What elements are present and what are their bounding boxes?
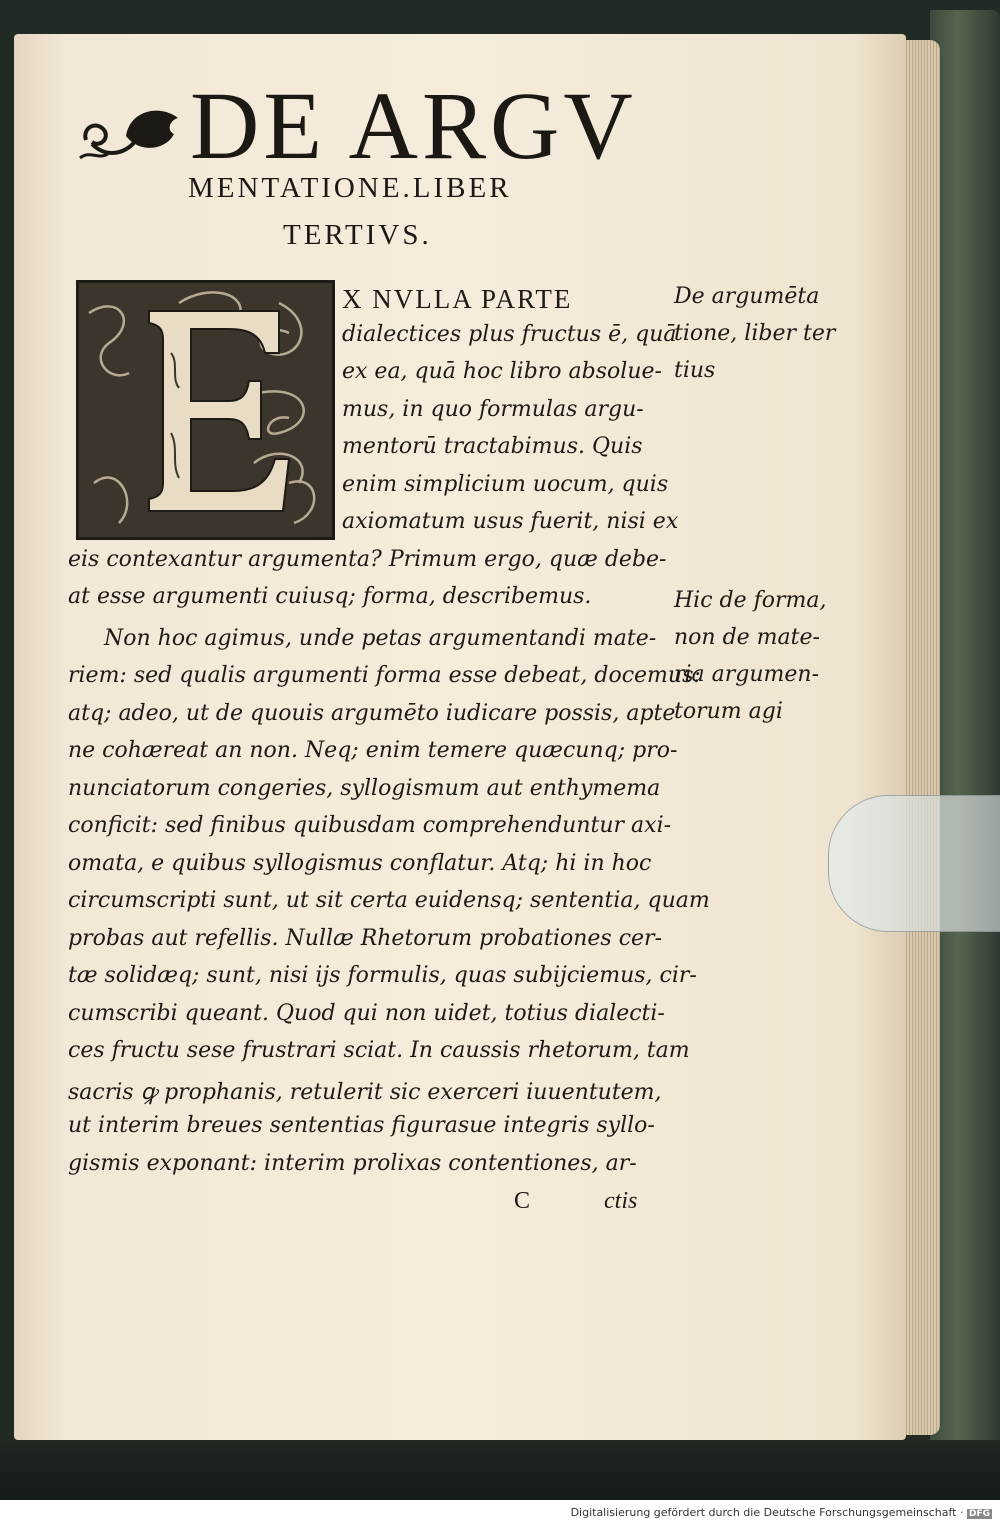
body-line: circumscripti sunt, ut sit certa euidensq; sententia, quam — [68, 888, 710, 913]
catchword: ctis — [604, 1188, 638, 1214]
body-line: probas aut refellis. Nullæ Rhetorum probationes cer- — [68, 925, 662, 951]
body-line: cumscribi queant. Quod qui non uidet, totius dialecti- — [68, 1000, 665, 1026]
footer-credit — [571, 1506, 992, 1519]
signature-mark: C — [514, 1188, 531, 1214]
body-line: axiomatum usus fuerit, nisi ex — [342, 509, 679, 534]
body-line: ex ea, quā hoc libro absolue- — [342, 359, 662, 384]
book-page — [14, 34, 906, 1440]
body-line: omata, e quibus syllogismus conflatur. Atq; hi in hoc — [68, 850, 652, 876]
body-line: conficit: sed finibus quibusdam comprehenduntur axi- — [68, 813, 672, 838]
body-line: sacris ꝙ prophanis, retulerit sic exerceri iuuentutem, — [68, 1079, 662, 1105]
body-line: X NVLLA PARTE — [342, 284, 573, 314]
body-line: nunciatorum congeries, syllogismum aut enthymema — [68, 775, 661, 801]
footer-text: Digitalisierung gefördert durch die Deutsche Forschungsgemeinschaft · — [570, 1506, 964, 1519]
body-line: ces fructu sese frustrari sciat. In caussis rhetorum, tam — [68, 1038, 690, 1063]
margin-note-line: torum agi — [674, 699, 783, 724]
fleuron-ornament-icon — [78, 100, 186, 166]
margin-note-line: tius — [674, 358, 716, 383]
body-line: atq; adeo, ut de quouis argumēto iudicare possis, apte — [68, 700, 676, 726]
body-line: ut interim breues sententias figurasue integris syllo- — [68, 1113, 655, 1138]
margin-note-line: De argumēta — [674, 284, 820, 309]
body-line: riem: sed qualis argumenti forma esse debeat, docemus: — [68, 663, 701, 688]
body-line: at esse argumenti cuiusq; forma, describemus. — [68, 584, 592, 609]
book-cover-edge — [930, 10, 1000, 1470]
body-line: eis contexantur argumenta? Primum ergo, quæ debe- — [68, 546, 667, 572]
title-main: DE ARGV — [190, 72, 637, 179]
margin-note-line: Hic de forma, — [674, 588, 827, 613]
initial-e-ornament — [79, 283, 332, 537]
body-line: gismis exponant: interim prolixas contentiones, ar- — [68, 1150, 637, 1176]
body-line: tæ solidæq; sunt, nisi ijs formulis, quas subijciemus, cir- — [68, 963, 697, 988]
margin-note-2 — [674, 588, 827, 736]
margin-note-line: ria argumen- — [674, 662, 820, 687]
title-subline: MENTATIONE.LIBER — [188, 172, 512, 204]
body-line: ne cohæreat an non. Neq; enim temere quæcunq; pro- — [68, 738, 678, 763]
chapter-heading — [78, 72, 698, 179]
body-line: dialectices plus fructus ē, quā — [342, 321, 677, 347]
margin-note-line: non de mate- — [674, 625, 820, 650]
page-marker-tab — [828, 795, 1000, 932]
margin-note-line: tione, liber ter — [674, 321, 836, 346]
dfg-logo-icon: DFG — [968, 1509, 990, 1519]
body-line: enim simplicium uocum, quis — [342, 471, 669, 497]
body-line: mentorū tractabimus. Quis — [342, 434, 643, 459]
book-cover-bottom — [0, 1440, 1000, 1500]
title-subline-2: TERTIVS. — [283, 219, 432, 251]
margin-note-1 — [674, 284, 835, 395]
body-line: mus, in quo formulas argu- — [342, 396, 644, 422]
decorated-initial-E — [76, 280, 335, 540]
body-line: Non hoc agimus, unde petas argumentandi mate- — [104, 625, 657, 651]
